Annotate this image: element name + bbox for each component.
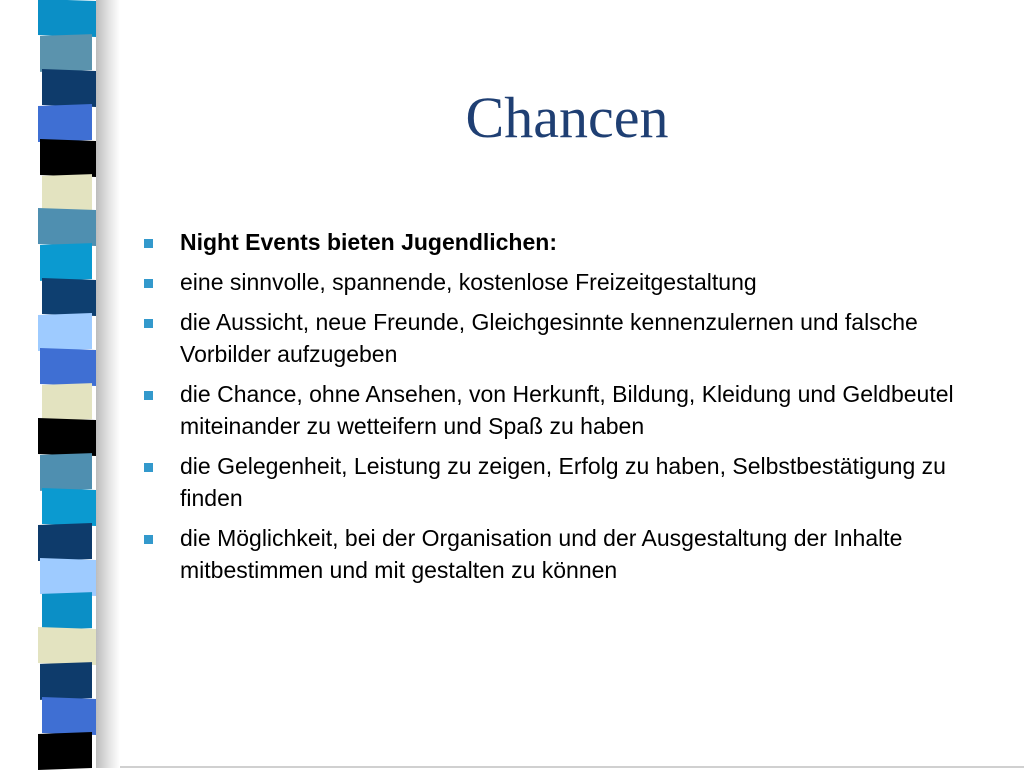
stripe-band [38, 313, 92, 351]
stripe-band [38, 104, 92, 142]
stripe-band [38, 732, 92, 770]
square-bullet-icon [144, 391, 153, 400]
stripe-band [40, 558, 96, 596]
bullet-item: die Chance, ohne Ansehen, von Herkunft, Bildung, Kleidung und Geldbeutel miteinander zu wetteifern und Spaß zu haben [143, 378, 1013, 442]
stripe-band [40, 348, 96, 386]
stripe-band [38, 418, 96, 456]
stripe-band [38, 208, 96, 246]
stripe-band [42, 697, 96, 735]
stripe-band [42, 488, 96, 526]
decorative-stripe-border [0, 0, 120, 768]
stripe-band [42, 592, 92, 630]
stripe-band [42, 174, 92, 212]
square-bullet-icon [144, 535, 153, 544]
stripe-band [40, 34, 92, 72]
stripe-band [38, 523, 92, 561]
bullet-item: Night Events bieten Jugendlichen: [143, 226, 1013, 258]
stripe-band [42, 69, 96, 107]
bullet-item: die Aussicht, neue Freunde, Gleichgesinnte kennenzulernen und falsche Vorbilder aufzugeben [143, 306, 1013, 370]
stripe-band [42, 278, 96, 316]
square-bullet-icon [144, 319, 153, 328]
stripe-band [40, 139, 96, 177]
square-bullet-icon [144, 279, 153, 288]
stripe-band [42, 383, 92, 421]
stripe-band [38, 627, 96, 665]
bullet-item: eine sinnvolle, spannende, kostenlose Freizeitgestaltung [143, 266, 1013, 298]
stripe-band [40, 243, 92, 281]
slide-title: Chancen [465, 85, 669, 150]
square-bullet-icon [144, 463, 153, 472]
stripe-band [40, 453, 92, 491]
square-bullet-icon [144, 239, 153, 248]
bullet-list [143, 226, 1013, 594]
bullet-item: die Möglichkeit, bei der Organisation und der Ausgestaltung der Inhalte mitbestimmen und mit gestalten zu können [143, 522, 1013, 586]
stripe-band [38, 0, 96, 37]
stripe-band [40, 662, 92, 700]
bullet-item: die Gelegenheit, Leistung zu zeigen, Erfolg zu haben, Selbstbestätigung zu finden [143, 450, 1013, 514]
